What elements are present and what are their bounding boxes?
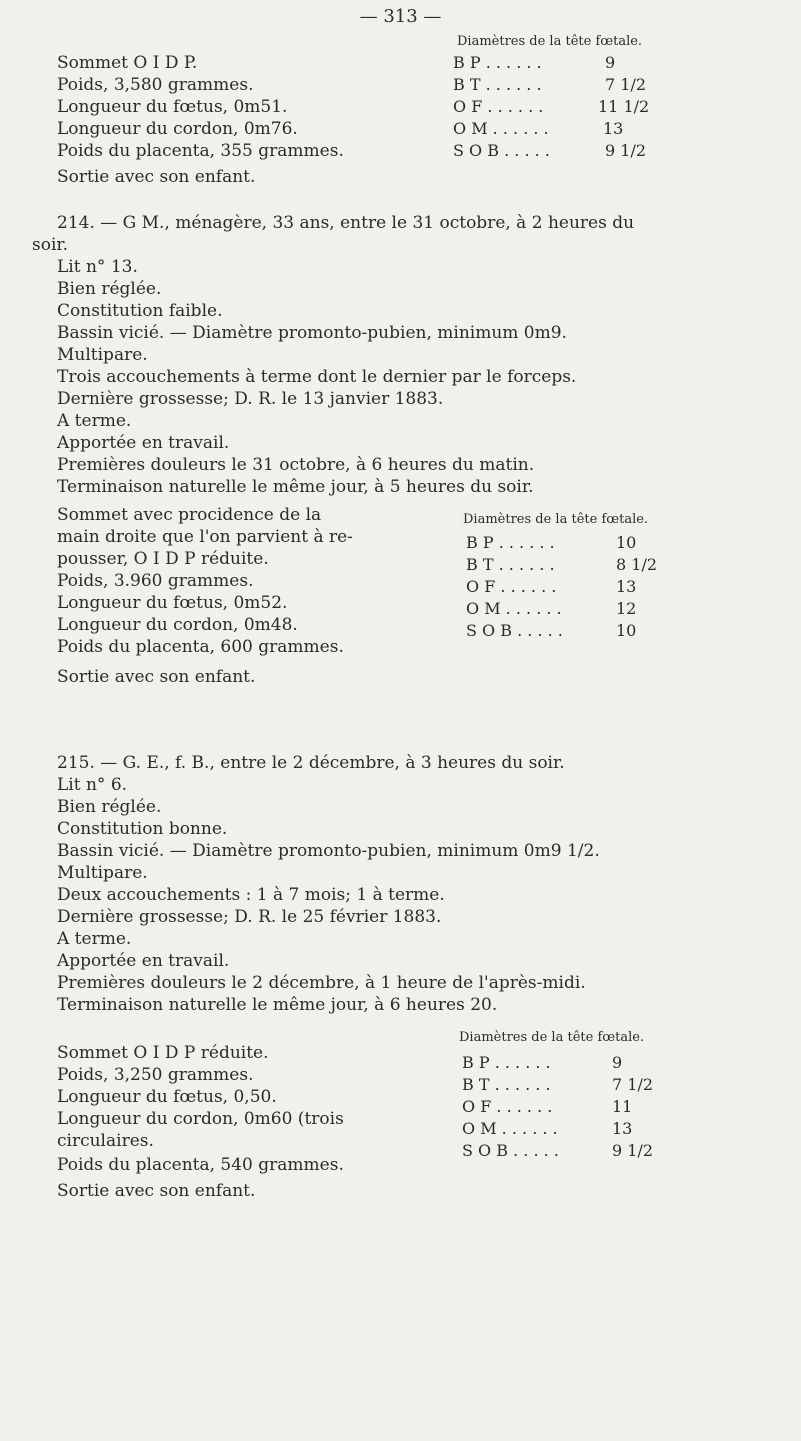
c214-line-12: Premières douleurs le 31 octobre, à 6 heures du matin. [57,455,535,475]
c214-outcome-2: main droite que l'on parvient à re- [57,527,353,547]
diam-key: B T . . . . . . [462,1075,551,1094]
c215-outcome-2: Poids, 3,250 grammes. [57,1065,254,1085]
diameter-header-1: Diamètres de la tête fœtale. [457,34,643,49]
c214-line-4: Bien réglée. [57,279,162,299]
diam3-row [462,1118,682,1140]
c214-outcome-7: Poids du placenta, 600 grammes. [57,637,344,657]
diam-value: 11 1/2 [598,97,650,116]
diam-key: S O B . . . . . [466,621,563,640]
diam2-row [466,532,686,554]
diam-value: 12 [616,599,637,618]
diam-key: S O B . . . . . [462,1141,559,1160]
c215-line-9: A terme. [57,929,132,949]
c214-line-8: Trois accouchements à terme dont le dernier par le forceps. [57,367,577,387]
diam3-row [462,1096,682,1118]
diam-key: O M . . . . . . [466,599,562,618]
diam-key: B T . . . . . . [466,555,555,574]
c215-outcome-3: Longueur du fœtus, 0,50. [57,1087,277,1107]
diam1-row [453,74,673,96]
diam1-row [453,96,673,118]
diam-value: 11 [612,1097,633,1116]
diam1-row [453,140,673,162]
diam-value: 9 [612,1053,623,1072]
c214-line-10: A terme. [57,411,132,431]
c215-line-12: Terminaison naturelle le même jour, à 6 heures 20. [57,995,498,1015]
c214-line-6: Bassin vicié. — Diamètre promonto-pubien, minimum 0m9. [57,323,567,343]
c215-line-5: Bassin vicié. — Diamètre promonto-pubien, minimum 0m9 1/2. [57,841,600,861]
diam3-row [462,1052,682,1074]
diam-key: O M . . . . . . [453,119,549,138]
diam-key: B P . . . . . . [466,533,555,552]
diam2-row [466,598,686,620]
c214-line-3: Lit n° 13. [57,257,138,277]
c214-outcome-6: Longueur du cordon, 0m48. [57,615,298,635]
b1-line-5: Poids du placenta, 355 grammes. [57,141,344,161]
diam2-row [466,554,686,576]
diameter-header-2: Diamètres de la tête fœtale. [463,512,649,527]
diam-key: O F . . . . . . [462,1097,553,1116]
c215-outcome-5: circulaires. [57,1131,154,1151]
c215-line-6: Multipare. [57,863,148,883]
c214-outcome-5: Longueur du fœtus, 0m52. [57,593,288,613]
c215-outcome-1: Sommet O I D P réduite. [57,1043,269,1063]
diam1-row [453,52,673,74]
diameter-table-3 [462,1052,682,1162]
diam-value: 7 1/2 [605,75,647,94]
diam-value: 9 1/2 [612,1141,654,1160]
c214-outcome-1: Sommet avec procidence de la [57,505,322,525]
page-number: — 313 — [359,6,442,27]
c215-line-10: Apportée en travail. [57,951,230,971]
c214-outcome-8: Sortie avec son enfant. [57,667,256,687]
c215-line-2: Lit n° 6. [57,775,128,795]
c215-line-11: Premières douleurs le 2 décembre, à 1 heure de l'après-midi. [57,973,586,993]
c215-outcome-6: Poids du placenta, 540 grammes. [57,1155,344,1175]
diam2-row [466,620,686,642]
b1-line-6: Sortie avec son enfant. [57,167,256,187]
diam2-row [466,576,686,598]
diam-value: 13 [603,119,624,138]
diameter-table-1 [453,52,673,162]
b1-line-3: Longueur du fœtus, 0m51. [57,97,288,117]
diameter-table-2 [466,532,686,642]
c215-outcome-4: Longueur du cordon, 0m60 (trois [57,1109,344,1129]
b1-line-2: Poids, 3,580 grammes. [57,75,254,95]
diam-value: 10 [616,533,637,552]
diam-value: 13 [616,577,637,596]
b1-line-1: Sommet O I D P. [57,53,198,73]
diameter-header-3: Diamètres de la tête fœtale. [459,1030,645,1045]
diam-value: 10 [616,621,637,640]
c214-line-7: Multipare. [57,345,148,365]
c215-outcome-7: Sortie avec son enfant. [57,1181,256,1201]
c214-outcome-3: pousser, O I D P réduite. [57,549,269,569]
diam-key: S O B . . . . . [453,141,550,160]
b1-line-4: Longueur du cordon, 0m76. [57,119,298,139]
diam-value: 9 [605,53,616,72]
c215-line-7: Deux accouchements : 1 à 7 mois; 1 à terme. [57,885,445,905]
diam-key: B T . . . . . . [453,75,542,94]
c215-line-1: 215. — G. E., f. B., entre le 2 décembre, à 3 heures du soir. [57,753,565,773]
c214-line-5: Constitution faible. [57,301,223,321]
c214-outcome-4: Poids, 3.960 grammes. [57,571,254,591]
diam1-row [453,118,673,140]
diam-key: O M . . . . . . [462,1119,558,1138]
c214-line-2: soir. [32,235,69,255]
diam-key: O F . . . . . . [466,577,557,596]
c215-line-3: Bien réglée. [57,797,162,817]
diam-key: O F . . . . . . [453,97,544,116]
c215-line-4: Constitution bonne. [57,819,228,839]
c214-line-11: Apportée en travail. [57,433,230,453]
c214-line-9: Dernière grossesse; D. R. le 13 janvier 1883. [57,389,444,409]
diam-value: 9 1/2 [605,141,647,160]
diam3-row [462,1074,682,1096]
diam-key: B P . . . . . . [462,1053,551,1072]
diam-key: B P . . . . . . [453,53,542,72]
diam3-row [462,1140,682,1162]
diam-value: 8 1/2 [616,555,658,574]
c215-line-8: Dernière grossesse; D. R. le 25 février 1883. [57,907,442,927]
c214-line-1: 214. — G M., ménagère, 33 ans, entre le 31 octobre, à 2 heures du [57,213,635,233]
diam-value: 7 1/2 [612,1075,654,1094]
diam-value: 13 [612,1119,633,1138]
c214-line-13: Terminaison naturelle le même jour, à 5 heures du soir. [57,477,534,497]
